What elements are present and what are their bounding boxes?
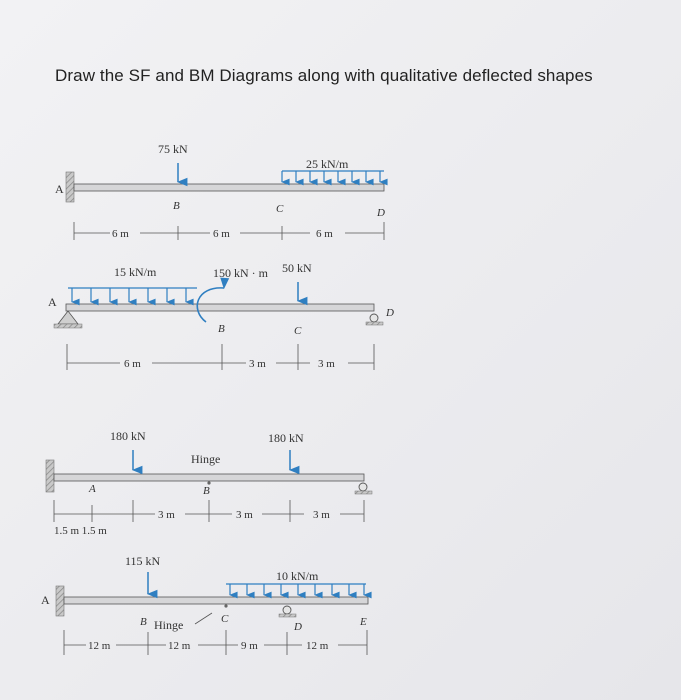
beam-4-compound-beam bbox=[41, 554, 368, 655]
fixed-wall-icon bbox=[66, 172, 74, 202]
beam-3-compound-beam bbox=[46, 429, 372, 537]
point-label-a: A bbox=[89, 483, 96, 495]
roller-support-icon bbox=[279, 606, 296, 617]
dimension-label: 12 m bbox=[306, 640, 329, 652]
dimension-label: 6 m bbox=[124, 358, 141, 370]
distributed-load-label: 25 kN/m bbox=[306, 157, 349, 171]
dimension-label: 12 m bbox=[88, 640, 111, 652]
beam-1 bbox=[74, 184, 384, 191]
support-label-a: A bbox=[48, 295, 57, 309]
page-title: Draw the SF and BM Diagrams along with qualitative deflected shapes bbox=[55, 66, 593, 85]
point-load-label: 50 kN bbox=[282, 261, 312, 275]
moment-label: 150 kN · m bbox=[213, 266, 268, 280]
beam-4 bbox=[64, 597, 368, 604]
support-label-a: A bbox=[41, 593, 50, 607]
beam-3 bbox=[54, 474, 364, 481]
dimension-label: 6 m bbox=[112, 228, 129, 240]
point-label-e: E bbox=[360, 616, 367, 628]
fixed-wall-icon bbox=[46, 460, 54, 492]
dimension-label: 9 m bbox=[241, 640, 258, 652]
hinge-icon bbox=[224, 604, 227, 607]
distributed-load bbox=[226, 584, 366, 595]
dimension-label-left: 1.5 m 1.5 m bbox=[54, 525, 107, 537]
dimension-label: 6 m bbox=[213, 228, 230, 240]
dimension-label: 3 m bbox=[158, 509, 175, 521]
support-label-a: A bbox=[55, 182, 64, 196]
beam-2-simply-supported bbox=[48, 261, 394, 370]
point-label-c: C bbox=[294, 325, 302, 337]
dimension-label: 3 m bbox=[318, 358, 335, 370]
hinge-point-label-b: B bbox=[203, 485, 210, 497]
hinge-label: Hinge bbox=[154, 618, 184, 632]
point-label-b: B bbox=[173, 200, 180, 212]
point-label-b: B bbox=[218, 323, 225, 335]
point-load-label: 75 kN bbox=[158, 142, 188, 156]
point-load-label: 180 kN bbox=[110, 429, 146, 443]
roller-support-icon bbox=[355, 483, 372, 494]
distributed-load bbox=[282, 171, 384, 182]
distributed-load bbox=[68, 288, 197, 302]
point-load-label: 180 kN bbox=[268, 431, 304, 445]
point-label-d: D bbox=[386, 307, 394, 319]
dimension-label: 3 m bbox=[313, 509, 330, 521]
hinge-icon bbox=[207, 481, 210, 484]
beam-2 bbox=[66, 304, 374, 311]
hinge-label: Hinge bbox=[191, 452, 221, 466]
fixed-wall-icon bbox=[56, 586, 64, 616]
hinge-leader bbox=[195, 613, 212, 624]
point-label-c: C bbox=[276, 203, 284, 215]
point-label-d: D bbox=[377, 207, 385, 219]
distributed-load-label: 10 kN/m bbox=[276, 569, 319, 583]
point-label-d: D bbox=[294, 621, 302, 633]
dimension-label: 12 m bbox=[168, 640, 191, 652]
dimension-label: 3 m bbox=[249, 358, 266, 370]
roller-support-icon bbox=[366, 314, 383, 325]
distributed-load-label: 15 kN/m bbox=[114, 265, 157, 279]
point-label-c: C bbox=[221, 613, 229, 625]
point-load-label: 115 kN bbox=[125, 554, 161, 568]
dimension-label: 3 m bbox=[236, 509, 253, 521]
dimension-label: 6 m bbox=[316, 228, 333, 240]
pin-support-icon bbox=[54, 311, 82, 328]
beam-1-cantilever bbox=[55, 142, 385, 240]
point-label-b: B bbox=[140, 616, 147, 628]
